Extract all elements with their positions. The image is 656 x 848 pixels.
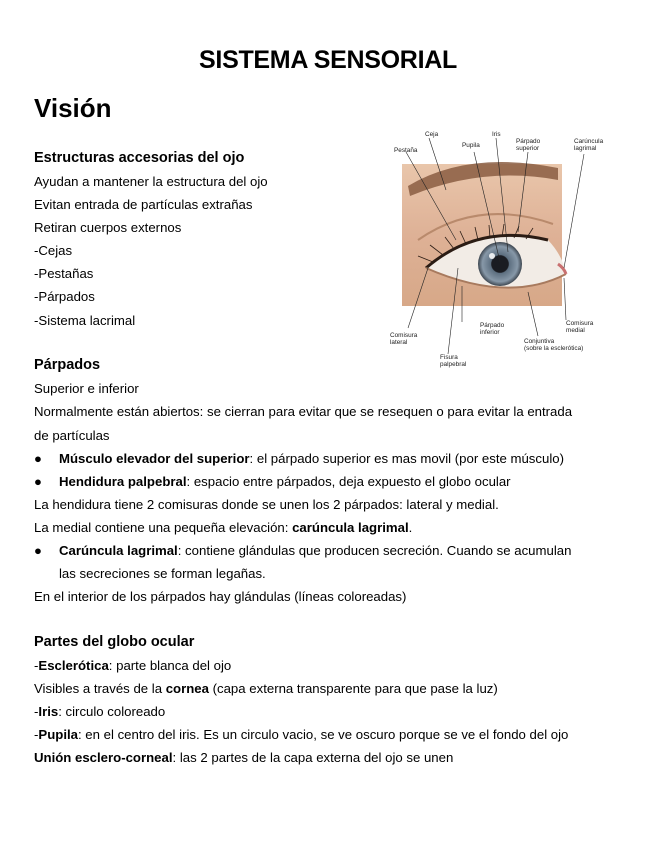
- estructuras-heading: Estructuras accesorias del ojo: [34, 150, 245, 166]
- globo-line: [34, 681, 498, 697]
- label-fisura-palpebral: Fisura palpebral: [440, 354, 467, 368]
- bullet-text: [59, 451, 564, 466]
- pupil-highlight: [489, 253, 495, 259]
- label-ceja: Ceja: [425, 131, 439, 138]
- bullet-text: [59, 474, 511, 489]
- bullet-dot: ●: [34, 543, 42, 558]
- bold-term: cornea: [165, 681, 209, 696]
- bold-term: carúncula lagrimal: [292, 520, 409, 535]
- globo-line: [34, 658, 231, 674]
- label-parpado-inferior: Párpado inferior: [480, 322, 505, 336]
- label-pupila: Pupila: [462, 142, 480, 149]
- iris: [478, 242, 522, 286]
- bold-term: Esclerótica: [38, 658, 109, 673]
- estructuras-line: -Párpados: [34, 289, 95, 304]
- estructuras-line: Evitan entrada de partículas extrañas: [34, 197, 253, 212]
- line-text: La medial contiene una pequeña elevación:: [34, 520, 293, 535]
- term-definition: : parte blanca del ojo: [108, 658, 232, 673]
- term-definition: : las 2 partes de la capa externa del ojo se unen: [172, 750, 454, 765]
- page-title: SISTEMA SENSORIAL: [199, 46, 457, 74]
- term-definition: : el párpado superior es mas movil (por este músculo): [249, 451, 564, 466]
- bold-term: Músculo elevador del superior: [59, 451, 250, 466]
- bullet-dot: ●: [34, 451, 42, 466]
- term-definition: : circulo coloreado: [58, 704, 166, 719]
- term-definition: : contiene glándulas que producen secreción. Cuando se acumulan: [177, 543, 572, 558]
- parpados-line: [34, 520, 412, 536]
- estructuras-line: -Cejas: [34, 243, 73, 258]
- parpados-line: En el interior de los párpados hay glándulas (líneas coloreadas): [34, 589, 407, 604]
- line-text: (capa externa transparente para que pase la luz): [208, 681, 498, 696]
- estructuras-line: -Pestañas: [34, 266, 94, 281]
- term-definition: : espacio entre párpados, deja expuesto el globo ocular: [186, 474, 511, 489]
- globo-line: [34, 750, 453, 766]
- parpados-heading: Párpados: [34, 357, 101, 373]
- bold-term: Unión esclero-corneal: [34, 750, 173, 765]
- section-heading: Visión: [34, 93, 112, 123]
- label-pestana: Pestaña: [394, 147, 418, 154]
- globo-heading: Partes del globo ocular: [34, 634, 195, 650]
- parpados-line: de partículas: [34, 428, 110, 443]
- label-parpado-superior: Párpado superior: [516, 138, 541, 152]
- label-comisura-lateral: Comisura lateral: [390, 332, 418, 346]
- label-caruncula: Carúncula lagrimal: [574, 138, 604, 152]
- bullet-continuation: las secreciones se forman legañas.: [59, 566, 266, 581]
- globo-line: [34, 704, 165, 720]
- bullet-dot: ●: [34, 474, 42, 489]
- bold-term: Carúncula lagrimal: [59, 543, 178, 558]
- line-text: .: [408, 520, 413, 535]
- estructuras-line: -Sistema lacrimal: [34, 313, 136, 328]
- term-definition: : en el centro del iris. Es un circulo vacio, se ve oscuro porque se ve el fondo del ojo: [77, 727, 569, 742]
- eye-anatomy-figure: [388, 128, 610, 374]
- dash: -: [34, 704, 39, 719]
- estructuras-line: Retiran cuerpos externos: [34, 220, 182, 235]
- parpados-line: Normalmente están abiertos: se cierran para evitar que se resequen o para evitar la entrada: [34, 404, 573, 419]
- bold-term: Iris: [38, 704, 59, 719]
- parpados-line: Superior e inferior: [34, 381, 139, 396]
- bold-term: Hendidura palpebral: [59, 474, 187, 489]
- dash: -: [34, 727, 39, 742]
- label-iris: Iris: [492, 131, 501, 138]
- estructuras-line: Ayudan a mantener la estructura del ojo: [34, 174, 268, 189]
- bullet-text: [59, 543, 571, 558]
- parpados-line: La hendidura tiene 2 comisuras donde se unen los 2 párpados: lateral y medial.: [34, 497, 499, 512]
- line-text: Visibles a través de la: [34, 681, 166, 696]
- globo-line: [34, 727, 568, 743]
- label-conjuntiva: Conjuntiva (sobre la esclerótica): [524, 338, 584, 352]
- label-comisura-medial: Comisura medial: [566, 320, 594, 334]
- dash: -: [34, 658, 39, 673]
- bold-term: Pupila: [38, 727, 78, 742]
